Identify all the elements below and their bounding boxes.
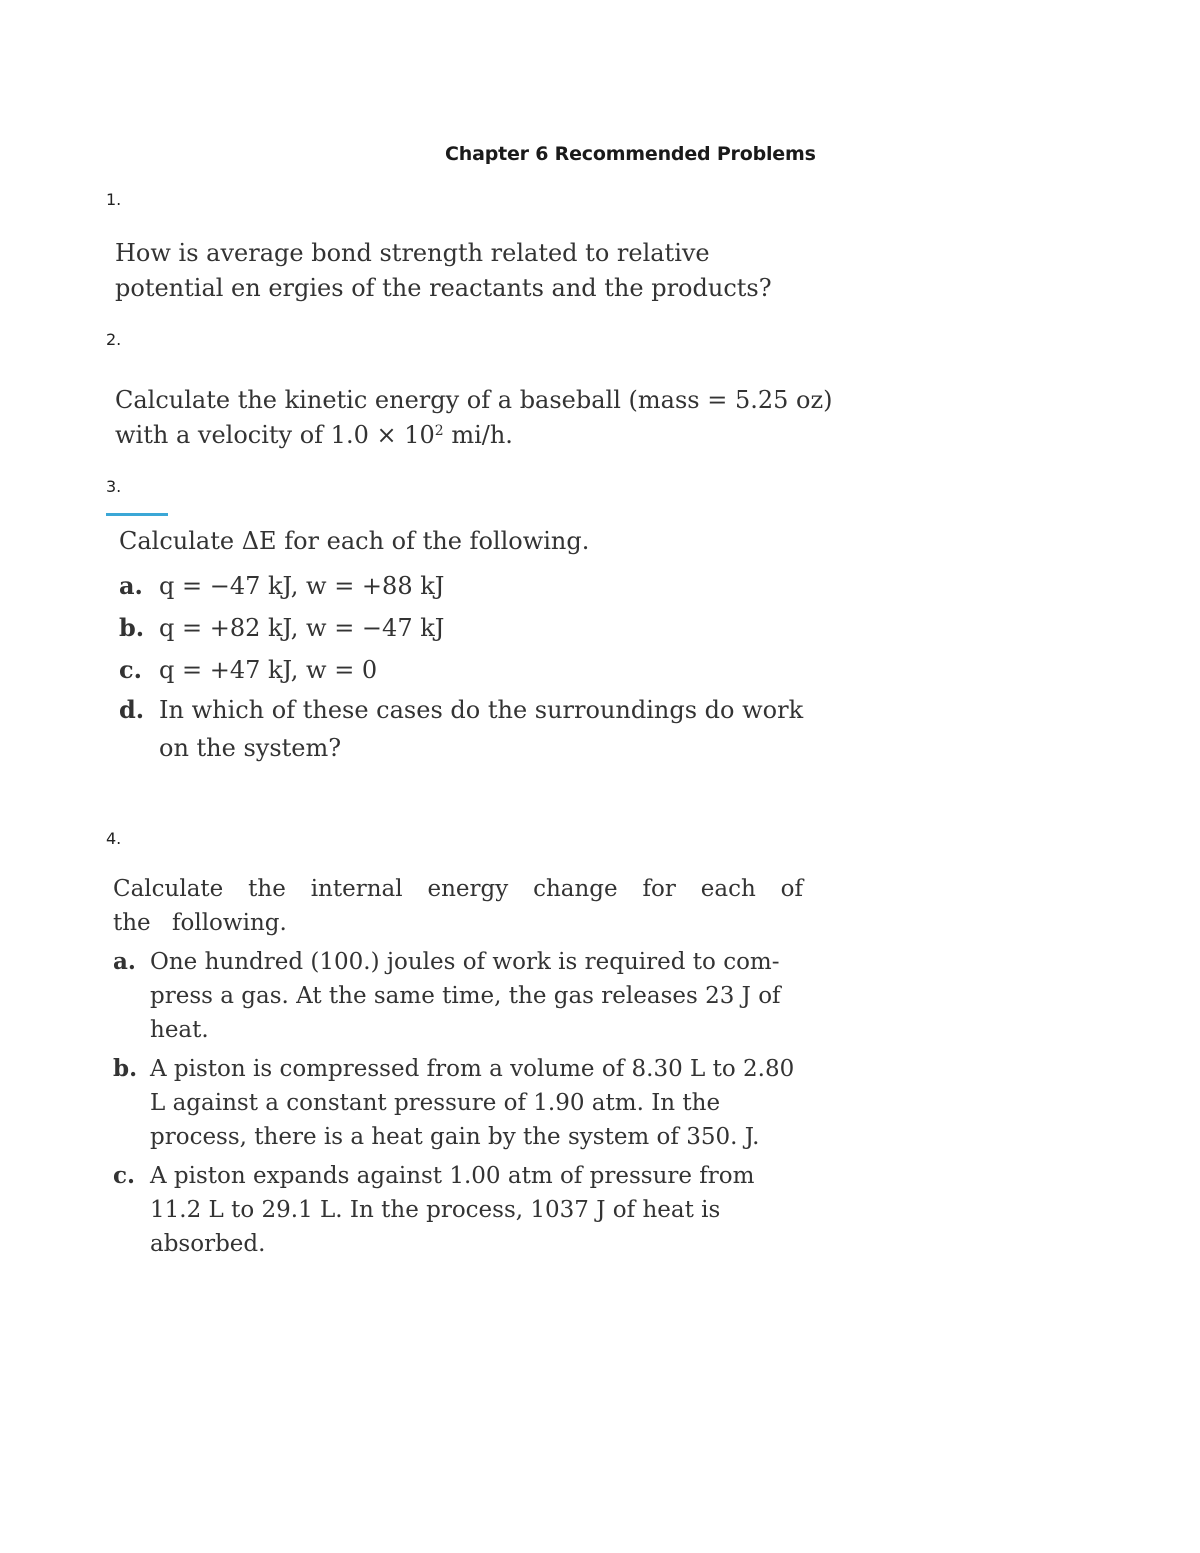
problem-4-intro: Calculate the internal energy change for each of the following.: [113, 876, 803, 936]
page-title: Chapter 6 Recommended Problems: [445, 143, 816, 165]
problem-3-item-a: a. q = −47 kJ, w = +88 kJ: [119, 571, 445, 600]
problem-3-item-b: b. q = +82 kJ, w = −47 kJ: [119, 613, 445, 642]
problem-1-text: How is average bond strength related to relative potential en ergies of the reactants and the products?: [115, 239, 772, 302]
problem-1-number: 1.: [106, 190, 122, 209]
problem-2-line-1: Calculate the kinetic energy of a baseball (mass = 5.25 oz): [115, 386, 833, 414]
problem-4-number: 4.: [106, 829, 122, 848]
problem-3-number: 3.: [106, 477, 122, 496]
problem-3-intro: Calculate ΔE for each of the following.: [119, 527, 590, 555]
problem-2-line-2: with a velocity of $1.0 \times 10^2$ mi/h.: [115, 421, 513, 449]
problem-3-item-c: c. q = +47 kJ, w = 0: [119, 655, 378, 684]
problem-4-text: [113, 872, 803, 1261]
problem-4-item-b: b. A piston is compressed from a volume of 8.30 L to 2.80 L against a constant pressure of 1.90 atm. In the process, there is a heat gain by the system of 350. J.: [113, 1055, 795, 1150]
problem-4-item-a: a. One hundred (100.) joules of work is required to com- press a gas. At the same time, the gas releases 23 J of heat.: [113, 948, 781, 1043]
problem-3-text: [119, 524, 839, 767]
problem-3-item-d: d. In which of these cases do the surroundings do work on the system?: [119, 695, 804, 762]
problem-2-number: 2.: [106, 330, 122, 349]
problem-2-text: [115, 383, 835, 453]
accent-rule: [106, 513, 168, 516]
problem-4-item-c: c. A piston expands against 1.00 atm of pressure from 11.2 L to 29.1 L. In the process, 1037 J of heat is absorbed.: [113, 1162, 755, 1257]
